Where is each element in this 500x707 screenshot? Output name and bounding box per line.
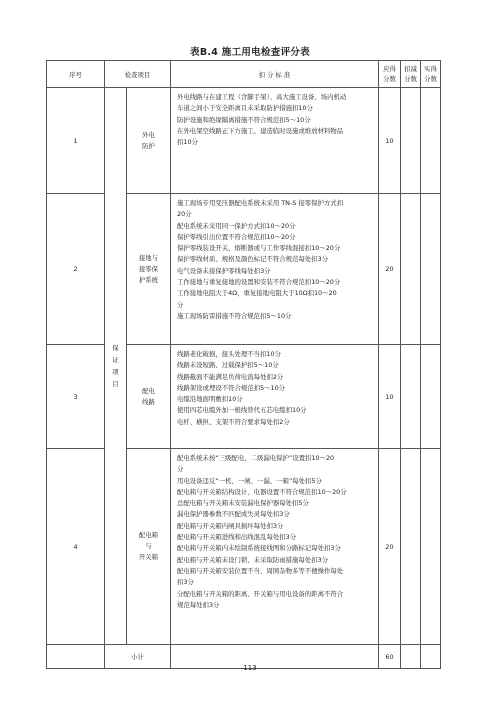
row-index: 2 xyxy=(47,194,105,345)
actual-score xyxy=(421,194,441,345)
subtotal-label: 小计 xyxy=(105,645,171,669)
page-number: 113 xyxy=(243,664,257,672)
due-score: 20 xyxy=(379,194,401,345)
criteria-cell: 施工现场专用变压器配电系统未采用 TN-S 接零保护方式扣 20分 配电系统未采用同一保护方式扣10～20分 保护零线引出位置不符合规范扣10～20分 保护零线装设开关、熔断器或与工作零线混接扣10～20分 保护零线材质、规格及颜色标记不符合规范每处扣3分 电气设备未接保护零线每处扣3分 工作接地与重复接地的设置和安装不符合规范扣10～20分 工作接地电阻大于4Ω，重复接地电阻大于10Ω扣10～20 分 施工现场防雷措施不符合规范扣5～10分 xyxy=(171,194,379,345)
header-deduct: 扣减 分数 xyxy=(401,61,421,88)
header-due: 应得 分数 xyxy=(379,61,401,88)
item-name: 接地与 接零保 护系统 xyxy=(127,194,171,345)
header-actual: 实得 分数 xyxy=(421,61,441,88)
header-item: 检查项目 xyxy=(105,61,171,88)
deduct-score xyxy=(401,345,421,449)
actual-score xyxy=(421,449,441,645)
header-index: 序号 xyxy=(47,61,105,88)
actual-score xyxy=(421,88,441,194)
inspection-score-table xyxy=(46,60,441,669)
due-score: 20 xyxy=(379,449,401,645)
row-index: 4 xyxy=(47,449,105,645)
deduct-score xyxy=(401,194,421,345)
item-name: 配电 线路 xyxy=(127,345,171,449)
row-index: 3 xyxy=(47,345,105,449)
row-index: 1 xyxy=(47,88,105,194)
item-name: 配电箱 与 开关箱 xyxy=(127,449,171,645)
deduct-score xyxy=(401,88,421,194)
header-criteria: 扣 分 标 准 xyxy=(171,61,379,88)
criteria-cell: 配电系统未按“三级配电、二级漏电保护”设置扣10～20 分 用电设备违反“一机、一闸、一漏、一箱”每处扣5分 配电箱与开关箱结构设计、电器设置不符合规范扣10～20分 总配电箱与开关箱未安装漏电保护器每处扣5分 漏电保护器参数不匹配或失灵每处扣3分 配电箱与开关箱内闸具损坏每处扣3分 配电箱与开关箱进线和出线混乱每处扣3分 配电箱与开关箱内未绘制系统接线图和分路标记每处扣3分 配电箱与开关箱未设门锁、未采取防雨措施每处扣3分 配电箱与开关箱安装位置不当、周围杂物多等不便操作每处 扣3分 分配电箱与开关箱的距离、开关箱与用电设备的距离不符合 规范每处扣3分 xyxy=(171,449,379,645)
header-row xyxy=(47,61,441,88)
due-score: 10 xyxy=(379,88,401,194)
item-name: 外电 防护 xyxy=(127,88,171,194)
due-score: 10 xyxy=(379,345,401,449)
table-title: 表B.4 施工用电检查评分表 xyxy=(190,47,310,58)
deduct-score xyxy=(401,449,421,645)
subtotal-due: 60 xyxy=(379,645,401,669)
table-row xyxy=(47,88,441,194)
actual-score xyxy=(421,345,441,449)
criteria-cell: 外电线路与在建工程（含脚手架）、高大施工设备、场内机动 车道之间小于安全距离且未采取防护措施扣10分 防护设施和绝缘隔离措施不符合规范扣5～10分 在外电架空线路正下方施工、建造临时设施或堆放材料物品 扣10分 xyxy=(171,88,379,194)
criteria-cell: 线路老化破损，接头处理不当扣10分 线路未设短路、过载保护扣5～10分 线路截面不能满足负荷电流每处扣2分 线路架设或埋设不符合规范扣5～10分 电缆沿地面明敷扣10分 使用四芯电缆外加一根线替代五芯电缆扣10分 电杆、横担、支架不符合要求每处扣2分 xyxy=(171,345,379,449)
category-cell: 保 证 项 目 xyxy=(105,88,127,645)
